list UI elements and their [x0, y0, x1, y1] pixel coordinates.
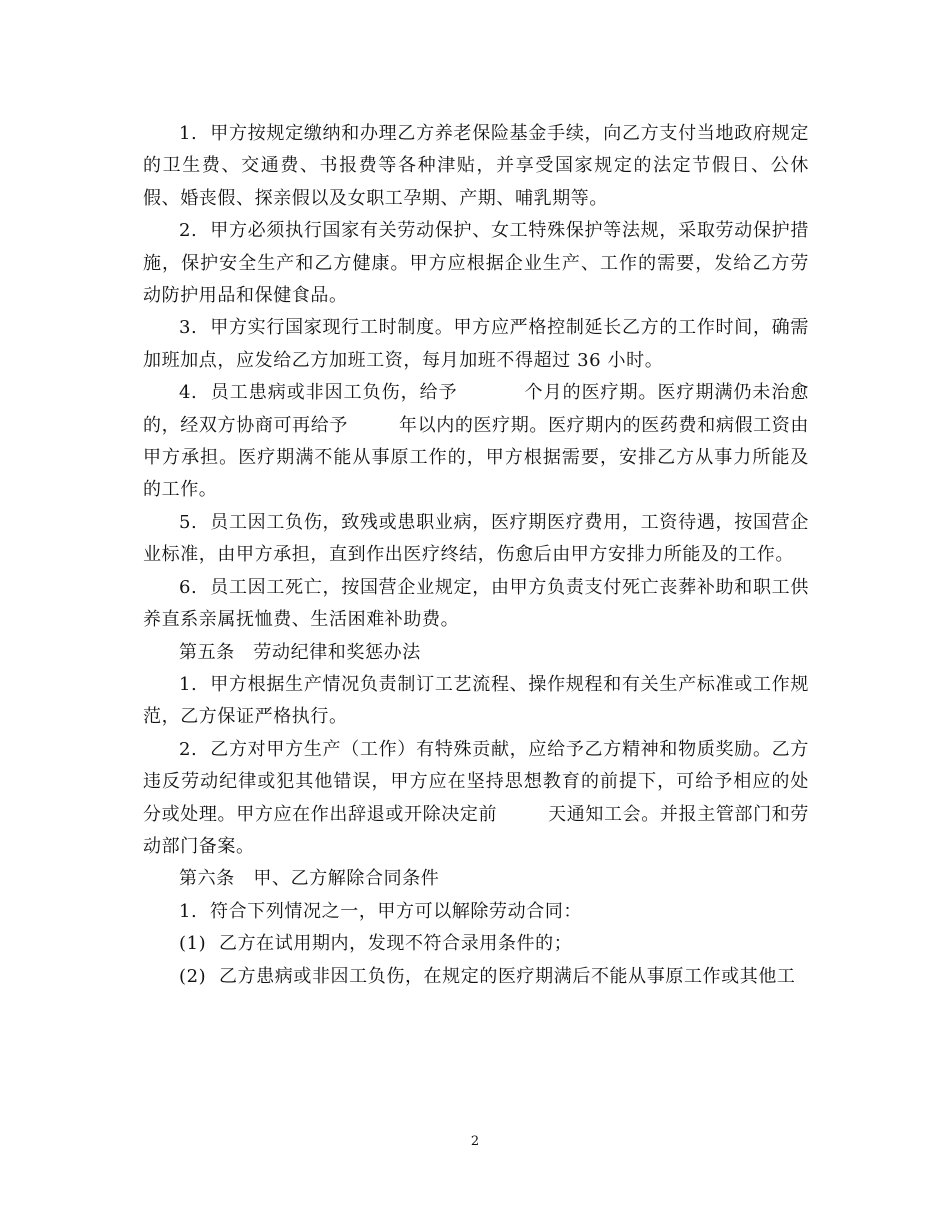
paragraph-termination-conditions: 1. 符合下列情况之一，甲方可以解除劳动合同： — [179, 900, 583, 922]
paragraph-working-hours: 3. 甲方实行国家现行工时制度。甲方应严格控制延长乙方的工作时间，确需加班加点，应发给乙方加班工资，每月加班不得超过 36 小时。 — [143, 317, 809, 371]
list-item-illness: (2) 乙方患病或非因工负伤，在规定的医疗期满后不能从事原工作或其他工 — [179, 965, 796, 987]
paragraph-work-death: 6. 员工因工死亡，按国营企业规定，由甲方负责支付死亡丧葬补助和职工供养直系亲属抚恤费、生活困难补助费。 — [143, 576, 809, 631]
section-heading-article-5: 第五条 劳动纪律和奖惩办法 — [179, 641, 421, 663]
paragraph-benefits: 1. 甲方按规定缴纳和办理乙方养老保险基金手续，向乙方支付当地政府规定的卫生费、交通费、书报费等各种津贴，并享受国家规定的法定节假日、公休假、婚丧假、探亲假以及女职工孕期、产期、哺乳期等。 — [143, 123, 809, 209]
section-heading-article-6: 第六条 甲、乙方解除合同条件 — [179, 868, 440, 890]
paragraph-labor-protection: 2. 甲方必须执行国家有关劳动保护、女工特殊保护等法规，采取劳动保护措施，保护安全生产和乙方健康。甲方应根据企业生产、工作的需要，发给乙方劳动防护用品和保健食品。 — [143, 220, 809, 307]
paragraph-work-rules: 1. 甲方根据生产情况负责制订工艺流程、操作规程和有关生产标准或工作规范，乙方保证严格执行。 — [143, 673, 809, 728]
paragraph-medical-period: 4. 员工患病或非因工负伤，给予 个月的医疗期。医疗期满仍未治愈的，经双方协商可再给予 年以内的医疗期。医疗期内的医药费和病假工资由甲方承担。医疗期满不能从事原工作的，甲方根据需要，安排乙方从事力所能及的工作。 — [143, 382, 809, 501]
paragraph-work-injury: 5. 员工因工负伤，致残或患职业病，医疗期医疗费用，工资待遇，按国营企业标准，由甲方承担，直到作出医疗终结，伤愈后由甲方安排力所能及的工作。 — [143, 511, 809, 566]
document-body — [143, 118, 809, 993]
list-item-probation: (1) 乙方在试用期内，发现不符合录用条件的； — [179, 933, 573, 955]
page-number: 2 — [470, 1134, 480, 1149]
paragraph-rewards-penalties: 2. 乙方对甲方生产（工作）有特殊贡献，应给予乙方精神和物质奖励。乙方违反劳动纪律或犯其他错误，甲方应在坚持思想教育的前提下，可给予相应的处分或处理。甲方应在作出辞退或开除决定前 天通知工会。并报主管部门和劳动部门备案。 — [143, 738, 809, 857]
